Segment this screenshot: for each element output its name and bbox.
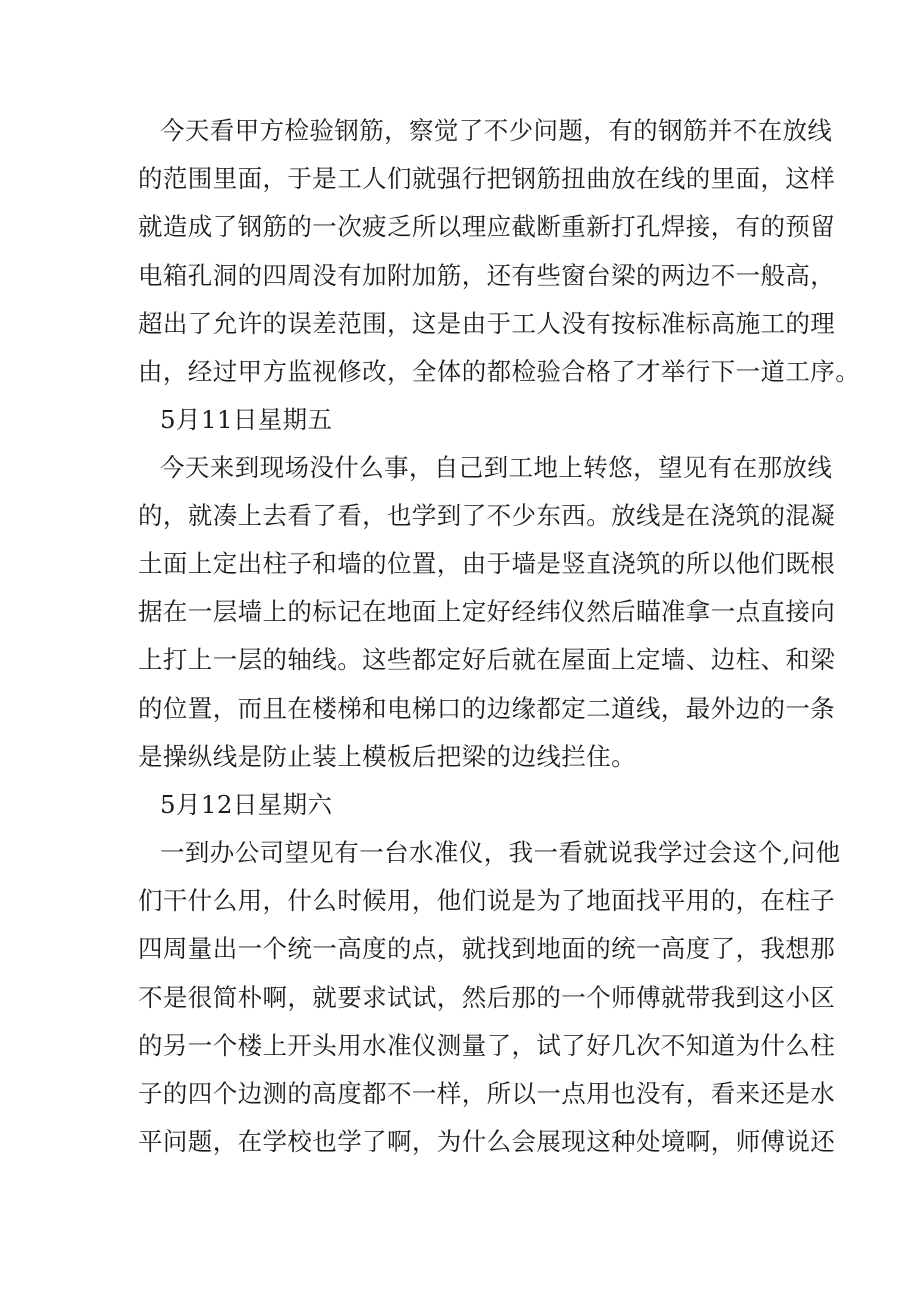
paragraph-line: 四周量出一个统一高度的点，就找到地面的统一高度了，我想那 [138,934,836,963]
paragraph-line: 土面上定出柱子和墙的位置，由于墙是竖直浇筑的所以他们既根 [138,549,836,578]
date-heading: 5月12日星期六 [160,790,333,819]
date-heading: 5月11日星期五 [160,405,333,434]
paragraph-line: 今天看甲方检验钢筋，察觉了不少问题，有的钢筋并不在放线 [160,116,833,145]
paragraph-line: 一到办公司望见有一台水准仪，我一看就说我学过会这个,问他 [160,838,841,867]
paragraph-line: 是操纵线是防止装上模板后把梁的边线拦住。 [138,742,636,771]
paragraph-line: 今天来到现场没什么事，自己到工地上转悠，望见有在那放线 [160,453,833,482]
paragraph-line: 们干什么用，什么时候用，他们说是为了地面找平用的，在柱子 [138,886,836,915]
paragraph-line: 的位置，而且在楼梯和电梯口的边缘都定二道线，最外边的一条 [138,694,836,723]
paragraph-line: 不是很简朴啊，就要求试试，然后那的一个师傅就带我到这小区 [138,983,836,1012]
paragraph-line: 据在一层墙上的标记在地面上定好经纬仪然后瞄准拿一点直接向 [138,597,836,626]
paragraph-line: 由，经过甲方监视修改，全体的都检验合格了才举行下一道工序。 [138,357,861,386]
paragraph-line: 的范围里面，于是工人们就强行把钢筋扭曲放在线的里面，这样 [138,164,836,193]
paragraph-line: 平问题，在学校也学了啊，为什么会展现这种处境啊，师傅说还 [138,1127,836,1156]
paragraph-line: 的另一个楼上开头用水准仪测量了，试了好几次不知道为什么柱 [138,1031,836,1060]
paragraph-line: 上打上一层的轴线。这些都定好后就在屋面上定墙、边柱、和梁 [138,645,836,674]
paragraph-line: 就造成了钢筋的一次疲乏所以理应截断重新打孔焊接，有的预留 [138,212,836,241]
paragraph-line: 子的四个边测的高度都不一样，所以一点用也没有，看来还是水 [138,1079,836,1108]
paragraph-line: 超出了允许的误差范围，这是由于工人没有按标准标高施工的理 [138,309,836,338]
paragraph-line: 的，就凑上去看了看，也学到了不少东西。放线是在浇筑的混凝 [138,501,836,530]
paragraph-line: 电箱孔洞的四周没有加附加筋，还有些窗台梁的两边不一般高， [138,261,836,290]
